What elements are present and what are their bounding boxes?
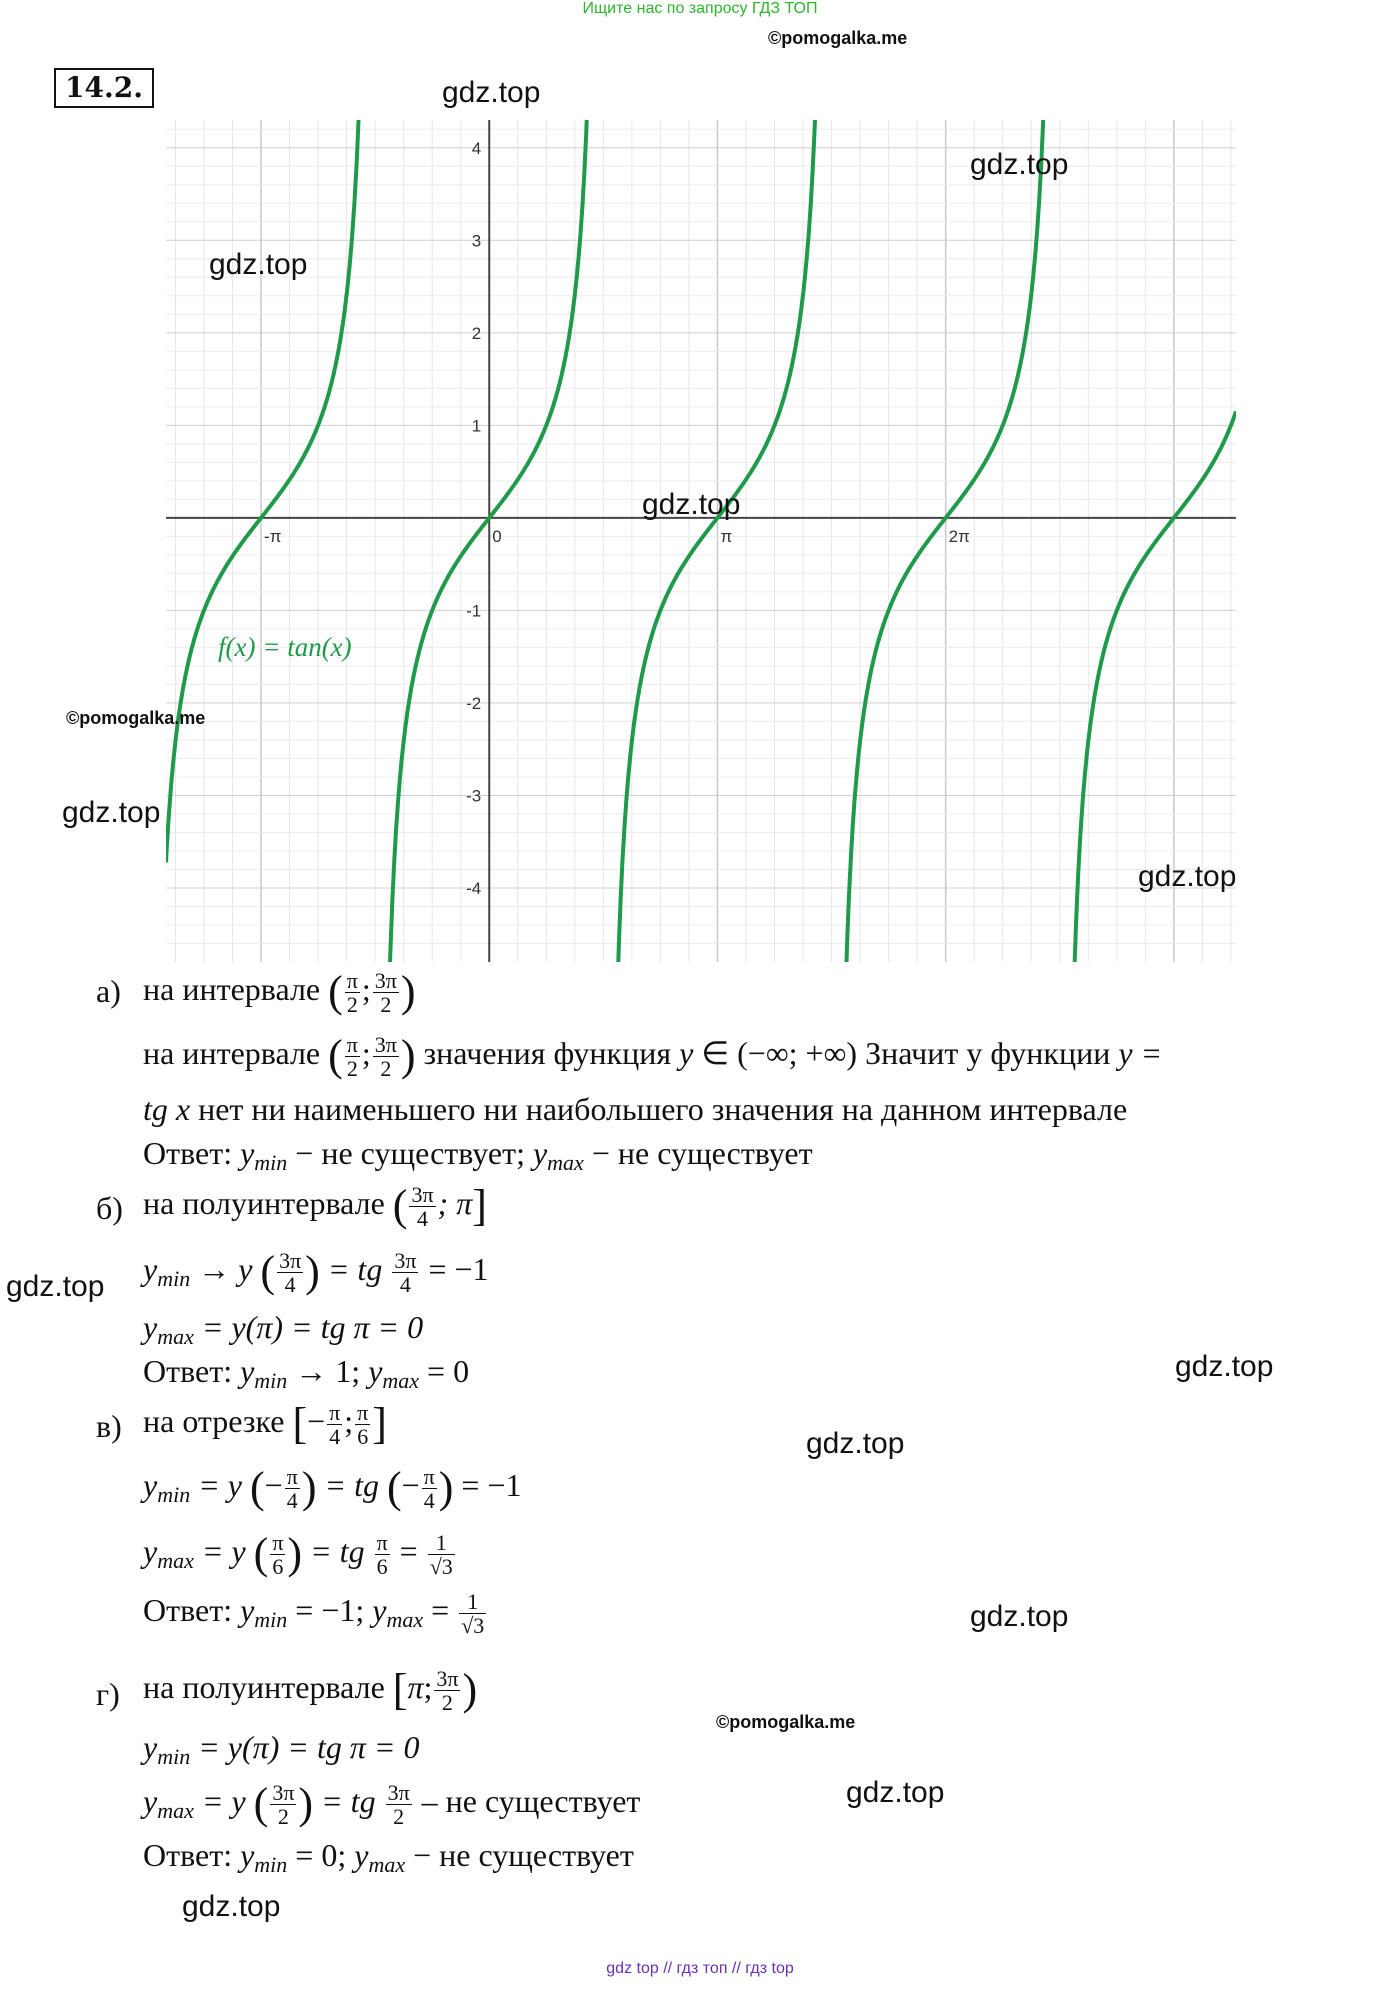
x-tick-label: -π [264,526,282,546]
copyright-low: ©pomogalka.me [716,1712,856,1732]
item-v-line1: на отрезке [− $\frac{\pi}{4}$ ; $\frac{\pi}{6}$ ] [143,1399,387,1449]
watermark: gdz.top [970,1600,1069,1633]
watermark: gdz.top [642,488,741,521]
item-a-answer: Ответ: $y_{min}$ − не существует; $y_{max}$ − не существует [143,1135,813,1175]
item-v-line3: $y_{max} = y$ ( $\frac{\pi}{6}$ ) = tg $\frac{\pi}{6}$ = $\frac{1}{√3}$ [143,1529,453,1579]
item-a-mark: а) [96,973,121,1009]
graph-curves [166,98,1236,970]
x-tick-label: 2π [948,526,970,546]
y-tick-label: 4 [471,138,482,158]
item-g-answer: Ответ: $y_{min} = 0$; $y_{max}$ − не существует [143,1837,634,1877]
item-b-mark: б) [96,1190,123,1226]
item-b-answer: Ответ: $y_{min} \to 1$; $y_{max} = 0$ [143,1353,470,1393]
item-b-line3: $y_{max} = y(\pi)$ = tg π = 0 [143,1309,424,1349]
watermark: gdz.top [209,248,308,281]
item-g-line3: $y_{max} = y$ ( $\frac{3\pi}{2}$ ) = tg $\frac{3\pi}{2}$ – не существует [143,1779,641,1829]
watermark: gdz.top [6,1270,105,1303]
y-tick-label: 3 [471,231,482,251]
task-number: 14.2. [54,68,154,108]
y-tick-label: 1 [471,416,482,436]
watermark: gdz.top [806,1427,905,1460]
item-a-line2: на интервале ( $\frac{\pi}{2}$ ; $\frac{3\pi}{2}$ ) значения функция y ∈ (−∞; +∞) Значит у функции y = [143,1031,1163,1081]
y-tick-label: -4 [466,878,482,898]
footer-links[interactable]: gdz top // гдз топ // гдз top [606,1960,794,1977]
y-tick-label: -2 [466,693,482,713]
item-v-answer: Ответ: $y_{min} = -1$; $y_{max}$ = $\frac{1}{√3}$ [143,1589,485,1639]
item-a-line1: на интервале ( $\frac{\pi}{2}$ ; $\frac{3\pi}{2}$ ) [143,967,416,1017]
watermark: gdz.top [62,796,161,829]
tangent-graph [0,0,1400,970]
watermark: gdz.top [1138,860,1237,893]
y-tick-label: 2 [471,323,482,343]
tan-branch-curve [166,98,359,863]
item-b-line2: $y_{min} \to y$ ( $\frac{3\pi}{4}$ ) = tg $\frac{3\pi}{4}$ = −1 [143,1247,489,1297]
item-a-line3: tg x нет ни наименьшего ни наибольшего значения на данном интервале [143,1091,1128,1127]
copyright-mid: ©pomogalka.me [66,708,206,728]
watermark: gdz.top [970,148,1069,181]
item-g-line1: на полуинтервале [π; $\frac{3\pi}{2}$ ) [143,1665,478,1715]
item-g-line2: $y_{min} = y(\pi)$ = tg π = 0 [143,1729,420,1769]
item-v-mark: в) [96,1408,122,1444]
watermark: gdz.top [442,76,541,109]
top-search-link[interactable]: Ищите нас по запросу ГДЗ ТОП [582,0,818,17]
watermark: gdz.top [182,1890,281,1923]
tan-branch-curve [846,106,1044,970]
item-b-line1: на полуинтервале ( $\frac{3\pi}{4}$ ; π] [143,1181,487,1231]
x-tick-label: π [720,526,733,546]
item-v-line2: $y_{min} = y$ (− $\frac{\pi}{4}$ ) = tg (− $\frac{\pi}{4}$ ) = −1 [143,1463,522,1513]
copyright-top: ©pomogalka.me [768,28,908,48]
function-label: f(x) = tan(x) [218,632,352,662]
item-g-mark: г) [96,1676,120,1712]
watermark: gdz.top [846,1776,945,1809]
y-tick-label: -1 [466,601,482,621]
x-tick-label: 0 [492,526,502,546]
tan-branch-curve [618,106,816,970]
watermark: gdz.top [1175,1350,1274,1383]
y-tick-label: -3 [466,786,482,806]
